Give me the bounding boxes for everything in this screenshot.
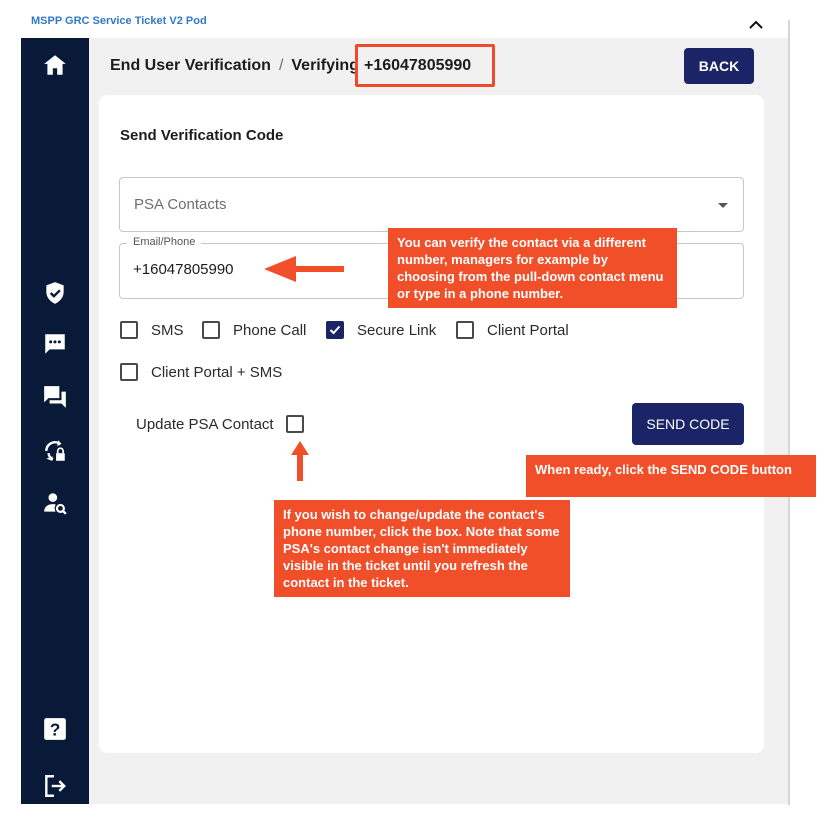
- email-phone-label: Email/Phone: [127, 236, 201, 248]
- back-button[interactable]: BACK: [684, 48, 754, 84]
- secure-link-label: Secure Link: [357, 321, 437, 339]
- home-icon[interactable]: [40, 50, 70, 80]
- help-icon[interactable]: [40, 714, 70, 744]
- method-phone-call[interactable]: [202, 321, 306, 339]
- section-title: Send Verification Code: [120, 127, 284, 144]
- checkmark-icon: [328, 323, 342, 337]
- verifying-phone: +16047805990: [363, 57, 472, 74]
- update-psa-label: Update PSA Contact: [136, 415, 274, 433]
- right-gutter: [788, 20, 835, 810]
- phone-call-checkbox[interactable]: [202, 321, 220, 339]
- method-secure-link[interactable]: [326, 321, 436, 339]
- secure-link-checkbox[interactable]: [326, 321, 344, 339]
- update-psa-checkbox[interactable]: [286, 415, 304, 433]
- sms-label: SMS: [151, 321, 184, 339]
- annotation-update-callout: If you wish to change/update the contact's phone number, click the box. Note that some PSA's contact change isn't immediately visible in the ticket until you refresh the contact in the ticket.: [274, 500, 570, 597]
- arrow-left-icon: [262, 252, 346, 286]
- sidebar: [21, 38, 89, 804]
- psa-contacts-placeholder: PSA Contacts: [134, 196, 227, 213]
- psa-contacts-select[interactable]: [119, 177, 744, 232]
- sms-checkbox[interactable]: [120, 321, 138, 339]
- user-search-icon[interactable]: [40, 488, 70, 518]
- arrow-up-icon: [288, 439, 312, 483]
- breadcrumb-root: End User Verification: [110, 57, 271, 74]
- logout-icon[interactable]: [40, 771, 70, 801]
- chat-bubble-icon[interactable]: [40, 329, 70, 359]
- method-sms[interactable]: [120, 321, 184, 339]
- method-client-portal[interactable]: [456, 321, 569, 339]
- client-portal-checkbox[interactable]: [456, 321, 474, 339]
- breadcrumb-separator: /: [278, 57, 284, 74]
- shield-check-icon[interactable]: [40, 278, 70, 308]
- annotation-send-callout: When ready, click the SEND CODE button: [526, 455, 816, 497]
- sync-lock-icon[interactable]: [40, 436, 70, 466]
- update-psa-contact[interactable]: [136, 415, 304, 433]
- annotation-contact-callout: You can verify the contact via a different number, managers for example by choosing from the pull-down contact menu or type in a phone number.: [388, 228, 677, 308]
- right-gutter-edge: [788, 20, 790, 805]
- forum-icon[interactable]: [40, 382, 70, 412]
- phone-highlight-box: [355, 44, 495, 87]
- client-portal-sms-label: Client Portal + SMS: [151, 363, 283, 381]
- method-client-portal-sms[interactable]: [120, 363, 282, 381]
- svg-text:?: ?: [49, 719, 61, 740]
- app-title: MSPP GRC Service Ticket V2 Pod: [31, 15, 207, 27]
- dropdown-caret-icon: [718, 203, 728, 208]
- client-portal-label: Client Portal: [487, 321, 569, 339]
- client-portal-sms-checkbox[interactable]: [120, 363, 138, 381]
- breadcrumb-prefix: Verifying: [291, 57, 359, 74]
- phone-call-label: Phone Call: [233, 321, 307, 339]
- collapse-chevron-icon[interactable]: [744, 16, 768, 34]
- send-code-button[interactable]: SEND CODE: [632, 403, 744, 445]
